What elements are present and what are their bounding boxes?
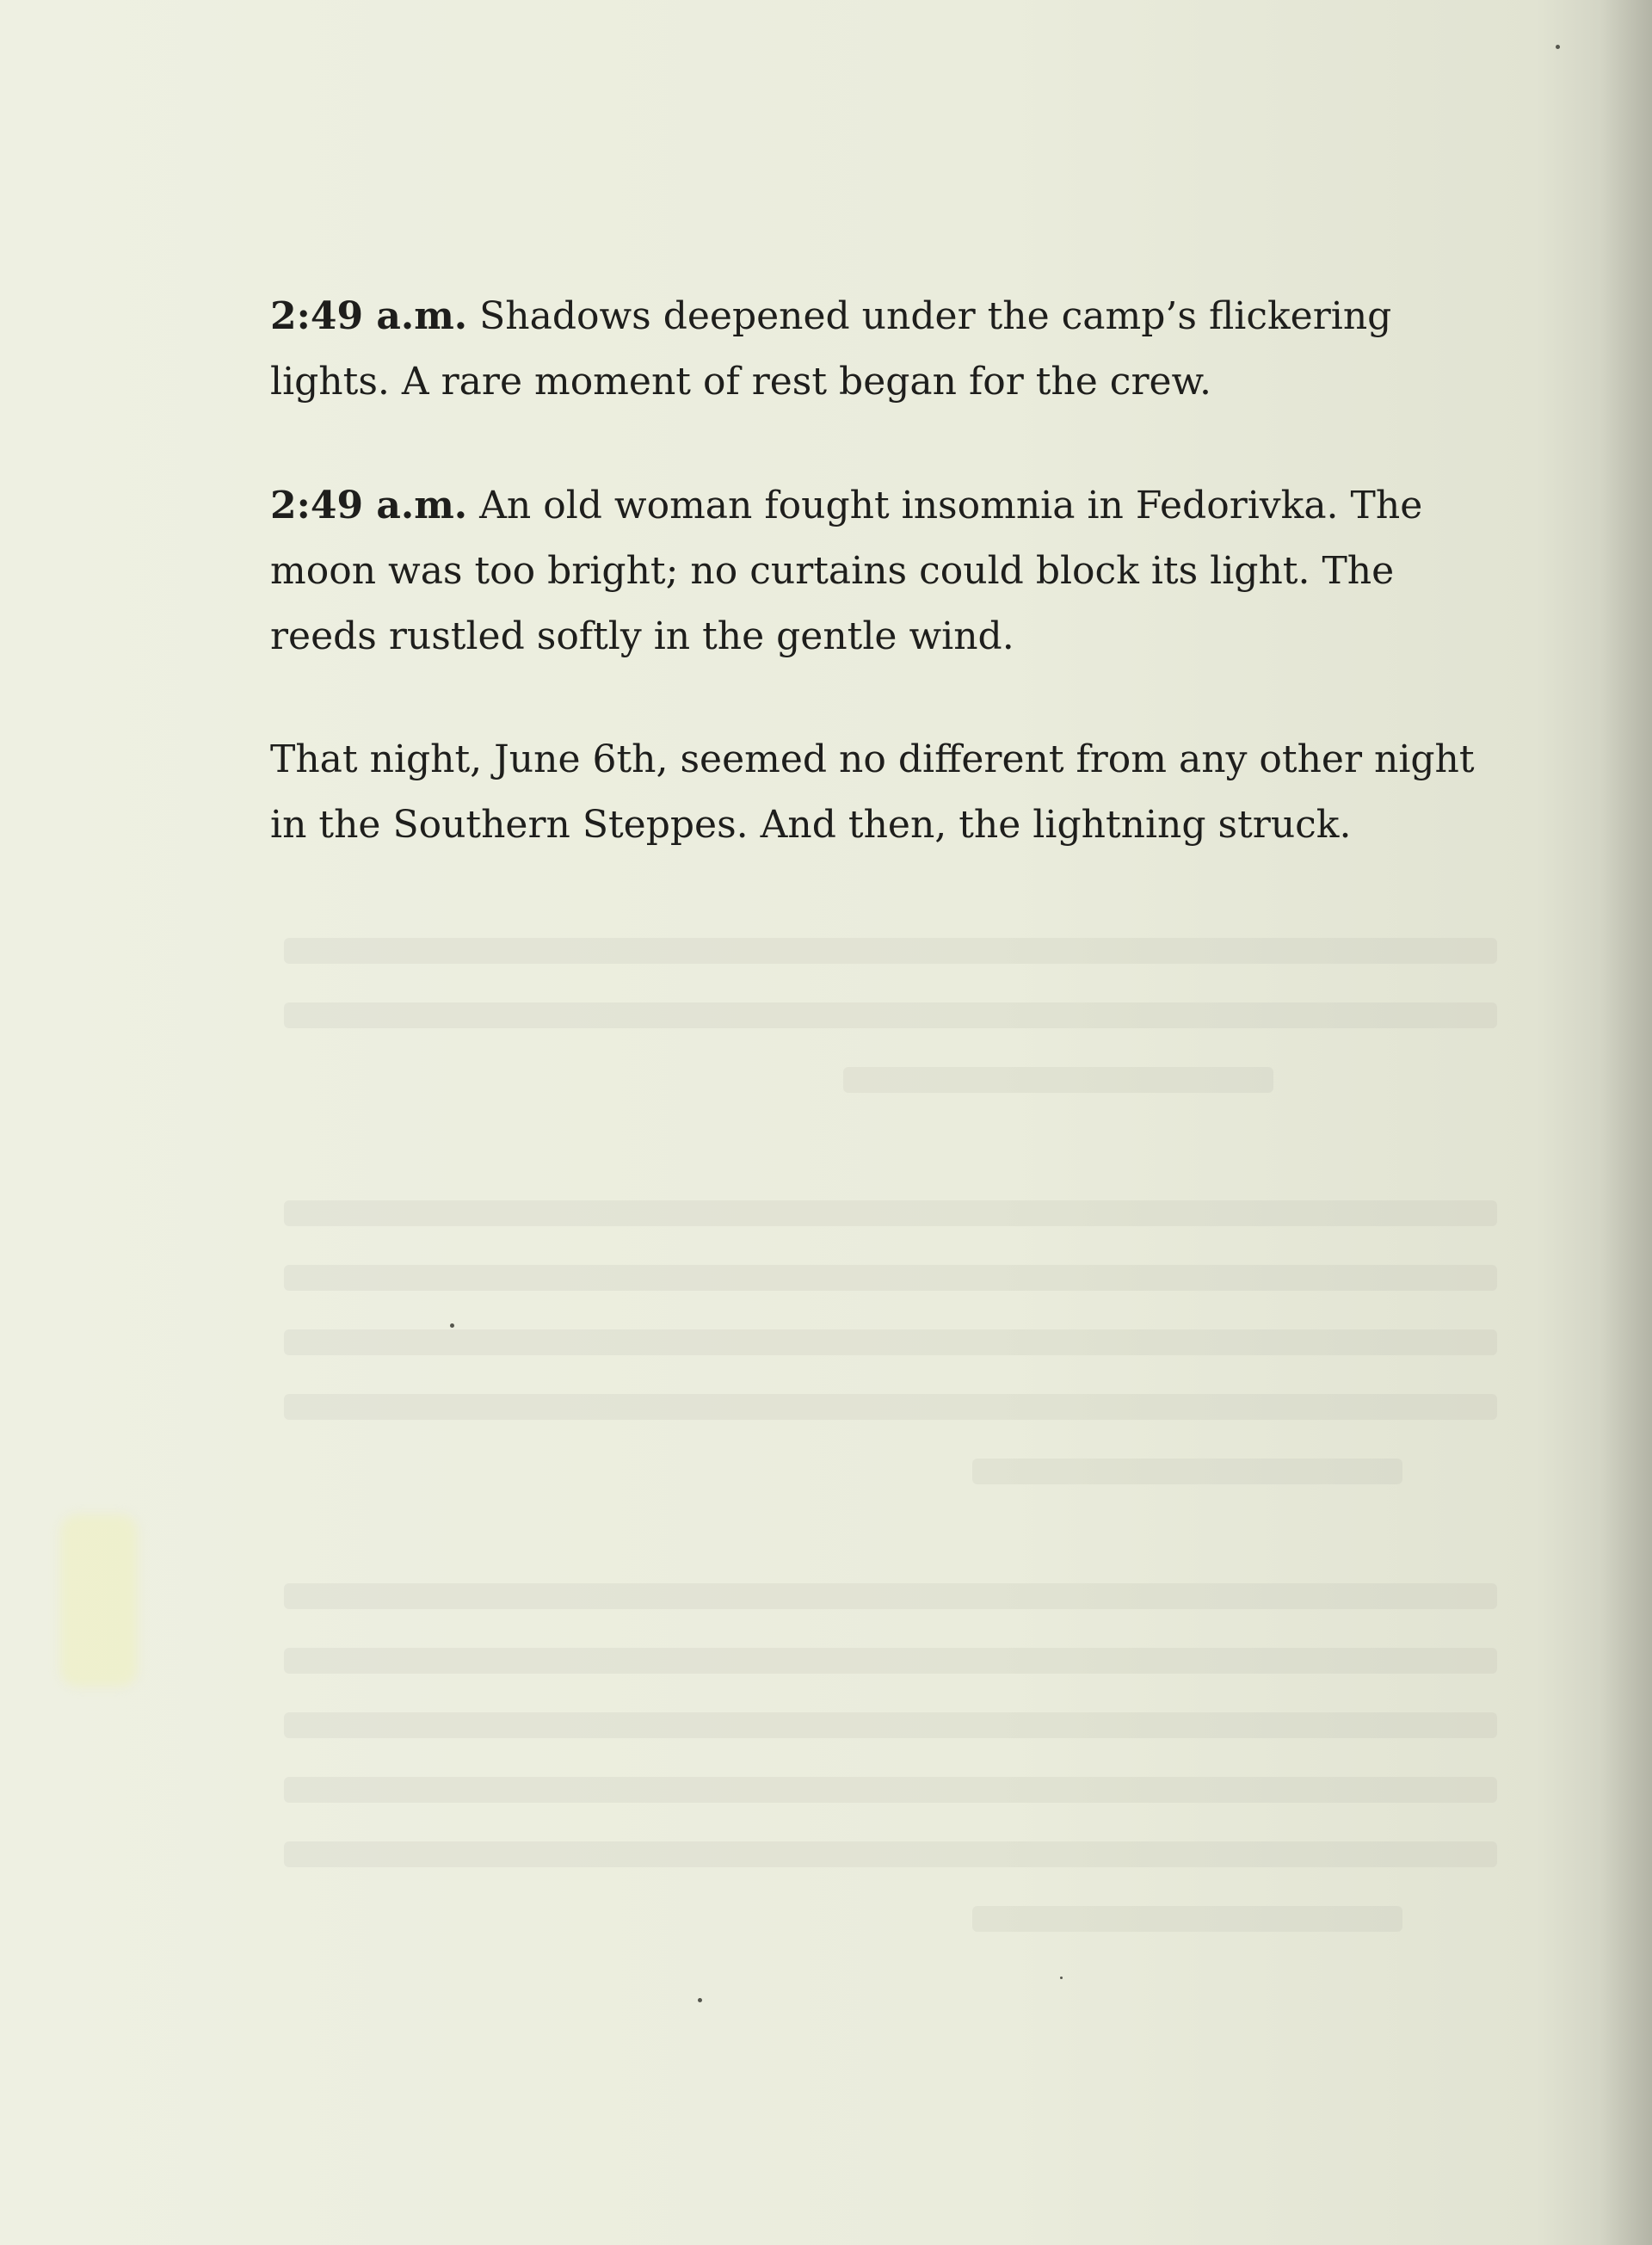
show-through-line — [284, 1329, 1497, 1355]
page-edge-shadow — [1600, 0, 1652, 2245]
show-through-line — [284, 938, 1497, 964]
paragraph-text: Shadows deepened under the camp’s flickering lights. A rare moment of rest began for the crew. — [270, 294, 1392, 404]
show-through-line — [284, 1777, 1497, 1803]
show-through-line — [284, 1002, 1497, 1028]
show-through-line — [843, 1067, 1273, 1093]
paragraph-text: That night, June 6th, seemed no different from any other night in the Southern Steppes. And then, the lightning struck. — [270, 737, 1475, 847]
timestamp: 2:49 a.m. — [270, 294, 468, 338]
paper-speck — [1060, 1977, 1063, 1979]
show-through-page-number — [0, 2100, 1652, 2135]
show-through-line — [972, 1906, 1402, 1932]
show-through-heading — [0, 671, 1652, 731]
show-through-line — [284, 1583, 1497, 1609]
paragraph-3 — [270, 727, 1509, 858]
paragraph-1 — [270, 284, 1509, 415]
show-through-line — [284, 1265, 1497, 1291]
paper-speck — [450, 1323, 454, 1328]
show-through-line — [284, 1841, 1497, 1867]
show-through-line — [284, 1394, 1497, 1420]
show-through-line — [972, 1459, 1402, 1484]
timestamp: 2:49 a.m. — [270, 484, 468, 527]
paper-speck — [1556, 45, 1560, 49]
show-through-line — [284, 1712, 1497, 1738]
paper-speck — [698, 1998, 702, 2002]
paper-stain — [60, 1514, 138, 1687]
show-through-line — [284, 1200, 1497, 1226]
show-through-line — [284, 1648, 1497, 1674]
paragraph-text: An old woman fought insomnia in Fedorivka. The moon was too bright; no curtains could block its light. The reeds rustled softly in the gentle wind. — [270, 484, 1423, 658]
paragraph-2 — [270, 473, 1509, 669]
